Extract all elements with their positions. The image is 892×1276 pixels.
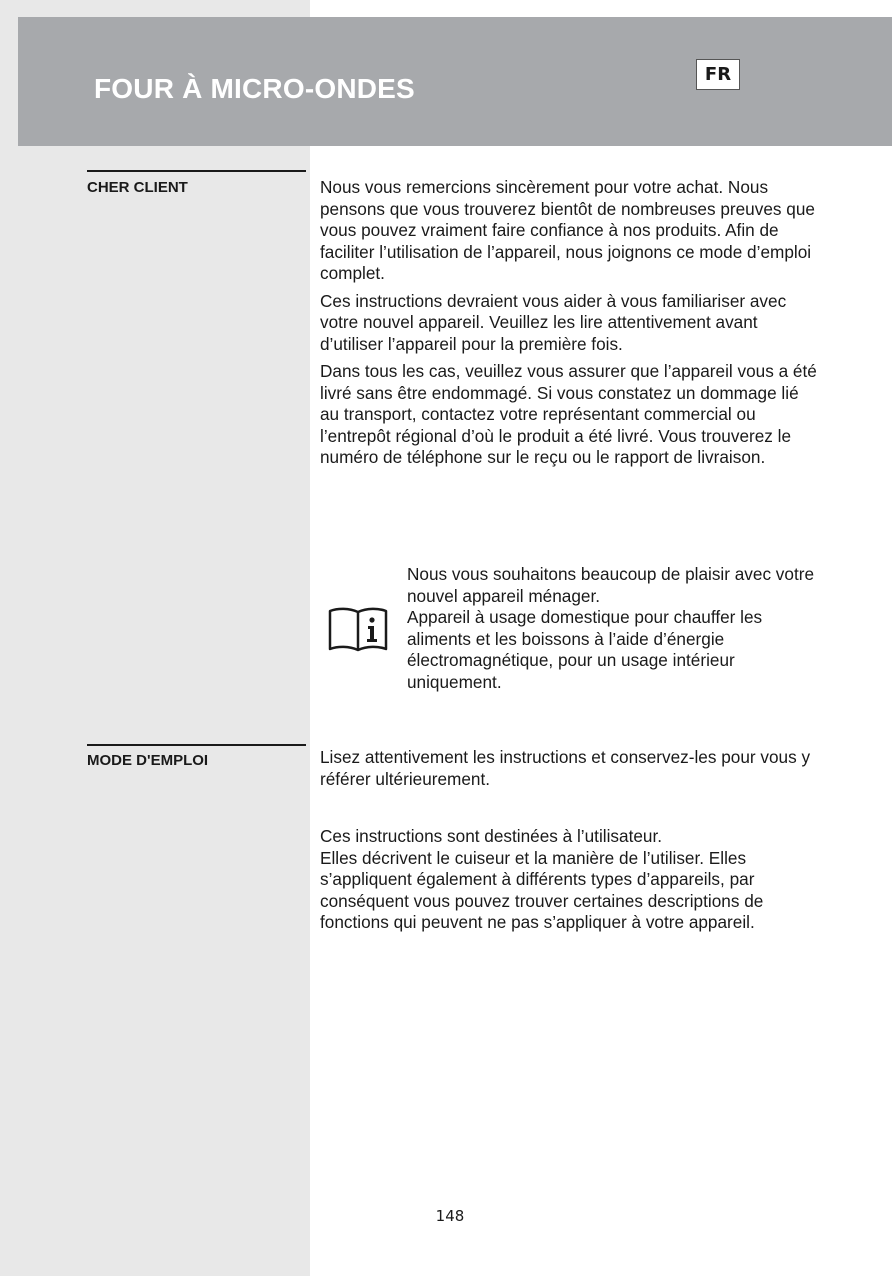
info-note bbox=[327, 564, 827, 694]
section-label-cher-client: CHER CLIENT bbox=[87, 179, 188, 196]
section-divider-mode-emploi bbox=[87, 744, 306, 746]
section-label-mode-emploi: MODE D'EMPLOI bbox=[87, 752, 209, 769]
section-divider-cher-client bbox=[87, 170, 306, 172]
page-title: FOUR À MICRO-ONDES bbox=[94, 73, 415, 104]
cher-client-paragraph: Dans tous les cas, veuillez vous assurer que l’appareil vous a été livré sans être endommagé. Si vous constatez un dommage lié au transport, contactez votre représentant commercial ou l’entrepôt régional d’où le produit a été livré. Vous trouverez le numéro de téléphone sur le reçu ou le rapport de livraison. bbox=[320, 361, 817, 467]
info-book-icon bbox=[327, 606, 389, 652]
mode-emploi-paragraph: Lisez attentivement les instructions et conservez-les pour vous y référer ultérieurement. bbox=[320, 747, 811, 789]
language-badge: FR bbox=[696, 59, 740, 90]
info-note-text bbox=[407, 564, 827, 693]
mode-emploi-text bbox=[320, 747, 820, 940]
info-note-line: Nous vous souhaitons beaucoup de plaisir avec votre nouvel appareil ménager. bbox=[407, 564, 815, 606]
mode-emploi-paragraph: Ces instructions sont destinées à l’utilisateur. bbox=[320, 826, 663, 846]
cher-client-paragraph: Ces instructions devraient vous aider à vous familiariser avec bbox=[320, 290, 787, 311]
cher-client-text bbox=[320, 177, 820, 475]
page-number: 148 bbox=[435, 1207, 465, 1225]
cher-client-paragraph: Nous vous remercions sincèrement pour votre achat. Nous pensons que vous trouverez bientôt de nombreuses preuves que vous pouvez vraiment faire confiance à nos produits. Afin de faciliter l’utilisation de l’appareil, nous joignons ce mode d’emploi complet. bbox=[320, 177, 815, 283]
info-note-line: Appareil à usage domestique pour chauffer les aliments et les boissons à l’aide d’énergie électromagnétique, pour un usage intérieur uniquement. bbox=[407, 607, 763, 692]
page-header bbox=[18, 17, 892, 146]
mode-emploi-paragraph: Elles décrivent le cuiseur et la manière de l’utiliser. Elles s’appliquent également à différents types d’appareils, par conséquent vous pouvez trouver certaines descriptions de fonctions qui peuvent ne pas s’appliquer à votre appareil. bbox=[320, 847, 764, 932]
cher-client-paragraph: votre nouvel appareil. Veuillez les lire attentivement avant d’utiliser l’appareil pour la première fois. bbox=[320, 312, 758, 354]
